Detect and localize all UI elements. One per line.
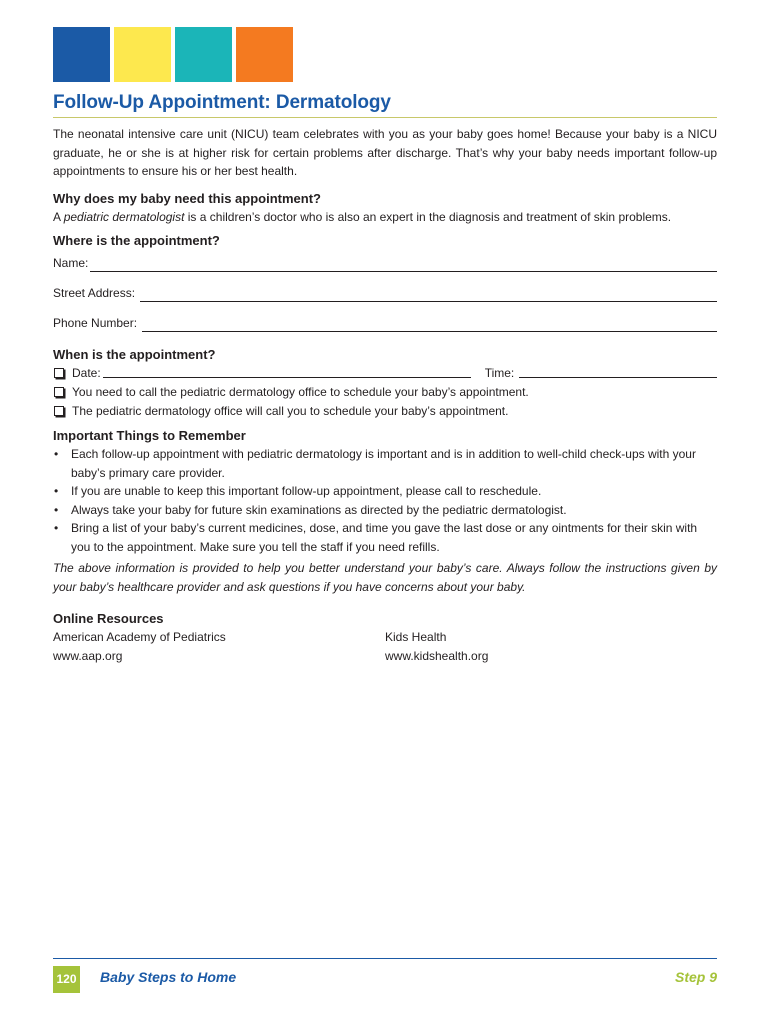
bullet: • <box>54 521 59 535</box>
list-item <box>53 519 717 556</box>
orange-block <box>236 27 293 82</box>
phone-row <box>53 314 717 332</box>
yellow-block <box>114 27 171 82</box>
bullet: • <box>54 484 59 498</box>
why-paragraph <box>53 208 717 227</box>
page-number: 120 <box>53 966 80 993</box>
list-item-text: Bring a list of your baby’s current medicines, dose, and time you gave the last dose or any ointments for their skin with you to the appointment. Make sure you tell the staff if you need refills. <box>71 521 698 554</box>
date-time-row <box>53 364 717 383</box>
resource-aap <box>53 628 385 665</box>
name-field[interactable] <box>90 258 717 272</box>
why-prefix: A <box>53 209 64 224</box>
resource-link[interactable]: www.kidshealth.org <box>385 648 489 663</box>
office-option-row <box>53 402 717 421</box>
bullet: • <box>54 502 59 517</box>
name-row <box>53 254 717 272</box>
footer-book-title: Baby Steps to Home <box>100 969 237 985</box>
list-item <box>53 501 717 520</box>
important-list <box>53 445 717 556</box>
address-label: Street Address: <box>53 285 136 300</box>
why-term: pediatric dermatologist <box>63 209 185 224</box>
list-item-text: If you are unable to keep this important follow-up appointment, please call to reschedule. <box>71 484 542 498</box>
list-item <box>53 482 717 501</box>
call-option-label: You need to call the pediatric dermatology office to schedule your baby’s appointment. <box>72 385 529 399</box>
color-blocks <box>53 27 293 82</box>
phone-field[interactable] <box>142 318 717 332</box>
resource-name: American Academy of Pediatrics <box>53 630 226 644</box>
date-label: Date: <box>72 366 101 380</box>
list-item-text: Each follow-up appointment with pediatric dermatology is important and is in addition to well-child check-ups with your baby’s primary care provider. <box>71 447 696 480</box>
call-option-checkbox[interactable] <box>54 387 64 397</box>
time-field[interactable] <box>519 364 717 378</box>
teal-block <box>175 27 232 82</box>
resource-kidshealth <box>385 628 717 665</box>
resources-list <box>53 628 717 665</box>
footer-step: Step 9 <box>674 969 717 985</box>
name-label: Name: <box>53 255 89 270</box>
time-label: Time: <box>484 366 515 380</box>
list-item-text: Always take your baby for future skin examinations as directed by the pediatric dermatologist. <box>71 502 567 517</box>
when-heading: When is the appointment? <box>53 347 216 362</box>
intro-paragraph: The neonatal intensive care unit (NICU) team celebrates with you as your baby goes home! Because your baby is a NICU graduate, he or she is at higher risk for certain problems after discharge. That’s why your baby needs important follow-up appointments to ensure his or her best health. <box>53 127 717 178</box>
address-row <box>53 284 717 302</box>
date-checkbox[interactable] <box>54 368 64 378</box>
footer-rule <box>53 958 717 959</box>
office-option-checkbox[interactable] <box>54 406 64 416</box>
important-heading: Important Things to Remember <box>53 428 246 443</box>
call-option-row <box>53 383 717 402</box>
date-field[interactable] <box>103 364 471 378</box>
office-option-label: The pediatric dermatology office will call you to schedule your baby’s appointment. <box>72 404 509 418</box>
resources-heading: Online Resources <box>53 611 164 626</box>
disclaimer-note: The above information is provided to help you better understand your baby’s care. Always follow the instructions given by your baby’s healthcare provider and ask questions if you have concerns about your baby. <box>53 561 717 594</box>
resource-name: Kids Health <box>385 630 447 644</box>
bullet: • <box>54 447 59 461</box>
main-content <box>53 125 717 665</box>
why-text: is a children’s doctor who is also an expert in the diagnosis and treatment of skin problems. <box>184 209 672 224</box>
phone-label: Phone Number: <box>53 315 138 330</box>
address-field[interactable] <box>140 288 717 302</box>
why-heading: Why does my baby need this appointment? <box>53 190 321 206</box>
list-item <box>53 445 717 482</box>
title-rule <box>53 117 717 118</box>
resource-link[interactable]: www.aap.org <box>53 648 123 663</box>
where-heading: Where is the appointment? <box>53 233 220 248</box>
blue-block <box>53 27 110 82</box>
page-title: Follow-Up Appointment: Dermatology <box>53 92 391 113</box>
